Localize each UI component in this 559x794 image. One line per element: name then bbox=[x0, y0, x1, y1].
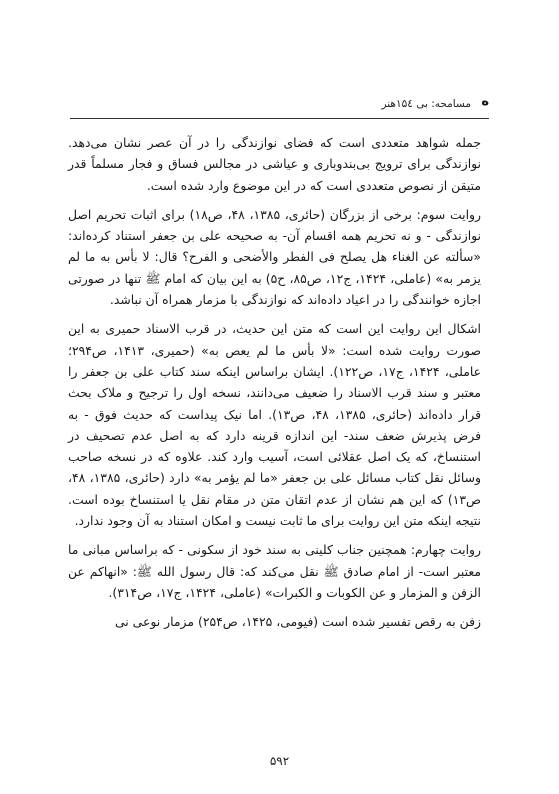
body-text bbox=[68, 132, 481, 633]
paragraph-4: روایت چهارم: همچنین جناب کلینی به سند خود از سکونی - که براساس مبانی ما معتبر است- از امام صادق ﷺ نقل می‌کند که: قال رسول الله ﷺ: «انهاکم عن الزفن و المزمار و عن الکوبات و الکبرات» (عاملی، ۱۴۲۴، ج۱۷، ص۳۱۴). bbox=[68, 542, 481, 600]
header-title: مسامحه: بی ۱۵٤هنر bbox=[381, 98, 471, 110]
running-header bbox=[70, 96, 489, 119]
header-ornament: ه bbox=[481, 94, 489, 109]
paragraph-2: روایت سوم: برخی از بزرگان (حائری، ۱۳۸۵، ۴۸، ص۱۸) برای اثبات تحریم اصل نوازندگی - و نه تحریم همه اقسام آن- به صحیحه علی بن جعفر استناد کرده‌اند: «سألته عن الغناء هل یصلح فی الفطر والأضحی و الفرح؟ قال: لا بأس به ما لم یزمر به» (عاملی، ۱۴۲۴، ج۱۲، ص۸۵، ح۵) به این بیان که امام ﷺ تنها در صورتی اجازه خوانندگی را در اعیاد داده‌اند که نوازندگی با مزمار همراه آن نباشد. bbox=[68, 206, 482, 308]
page-number: ۵۹۲ bbox=[269, 754, 290, 768]
paragraph-3: اشکال این روایت این است که متن این حدیث، در قرب الاسناد حمیری به این صورت روایت شده است: «لا بأس ما لم یعص به» (حمیری، ۱۴۱۳، ص۲۹۴؛ عاملی، ۱۴۲۴، ج۱۷، ص۱۲۲). ایشان براساس اینکه سند کتاب علی بن جعفر را معتبر و سند قرب الاسناد را ضعیف می‌دانند، نسخه اول را ترجیح و ملاک بحث قرار داده‌اند (حائری، ۱۳۸۵، ۴۸، ص۱۳). اما نیک پیداست که حدیث فوق - به فرض پذیرش ضعف سند- این اندازه قرینه دارد که به اصل عدم تصحیف در استنساخ، که یک اصل عقلائی است، آسیب وارد کند. علاوه که در نسخه صاحب وسائل نقل کتاب مسائل علی بن جعفر «ما لم یؤمر به» دارد (حائری، ۱۳۸۵، ۴۸، ص۱۳) که این هم نشان از عدم اتقان متن در مقام نقل یا استنساخ بوده است. نتیجه اینکه متن این روایت برای ما ثابت نیست و امکان استناد به آن وجود ندارد. bbox=[68, 321, 481, 529]
paragraph-1: جمله شواهد متعددی است که فضای نوازندگی را در آن عصر نشان می‌دهد. نوازندگی برای ترویج بی‌بندوباری و عیاشی در مجالس فساق و فجار مسلماً قدر متیقن از نصوص متعددی است که در این موضوع وارد شده است. bbox=[68, 135, 481, 193]
paragraph-5: زفن به رقص تفسیر شده است (فیومی، ۱۴۲۵، ص۲۵۴) مزمار نوعی نی bbox=[114, 614, 481, 630]
